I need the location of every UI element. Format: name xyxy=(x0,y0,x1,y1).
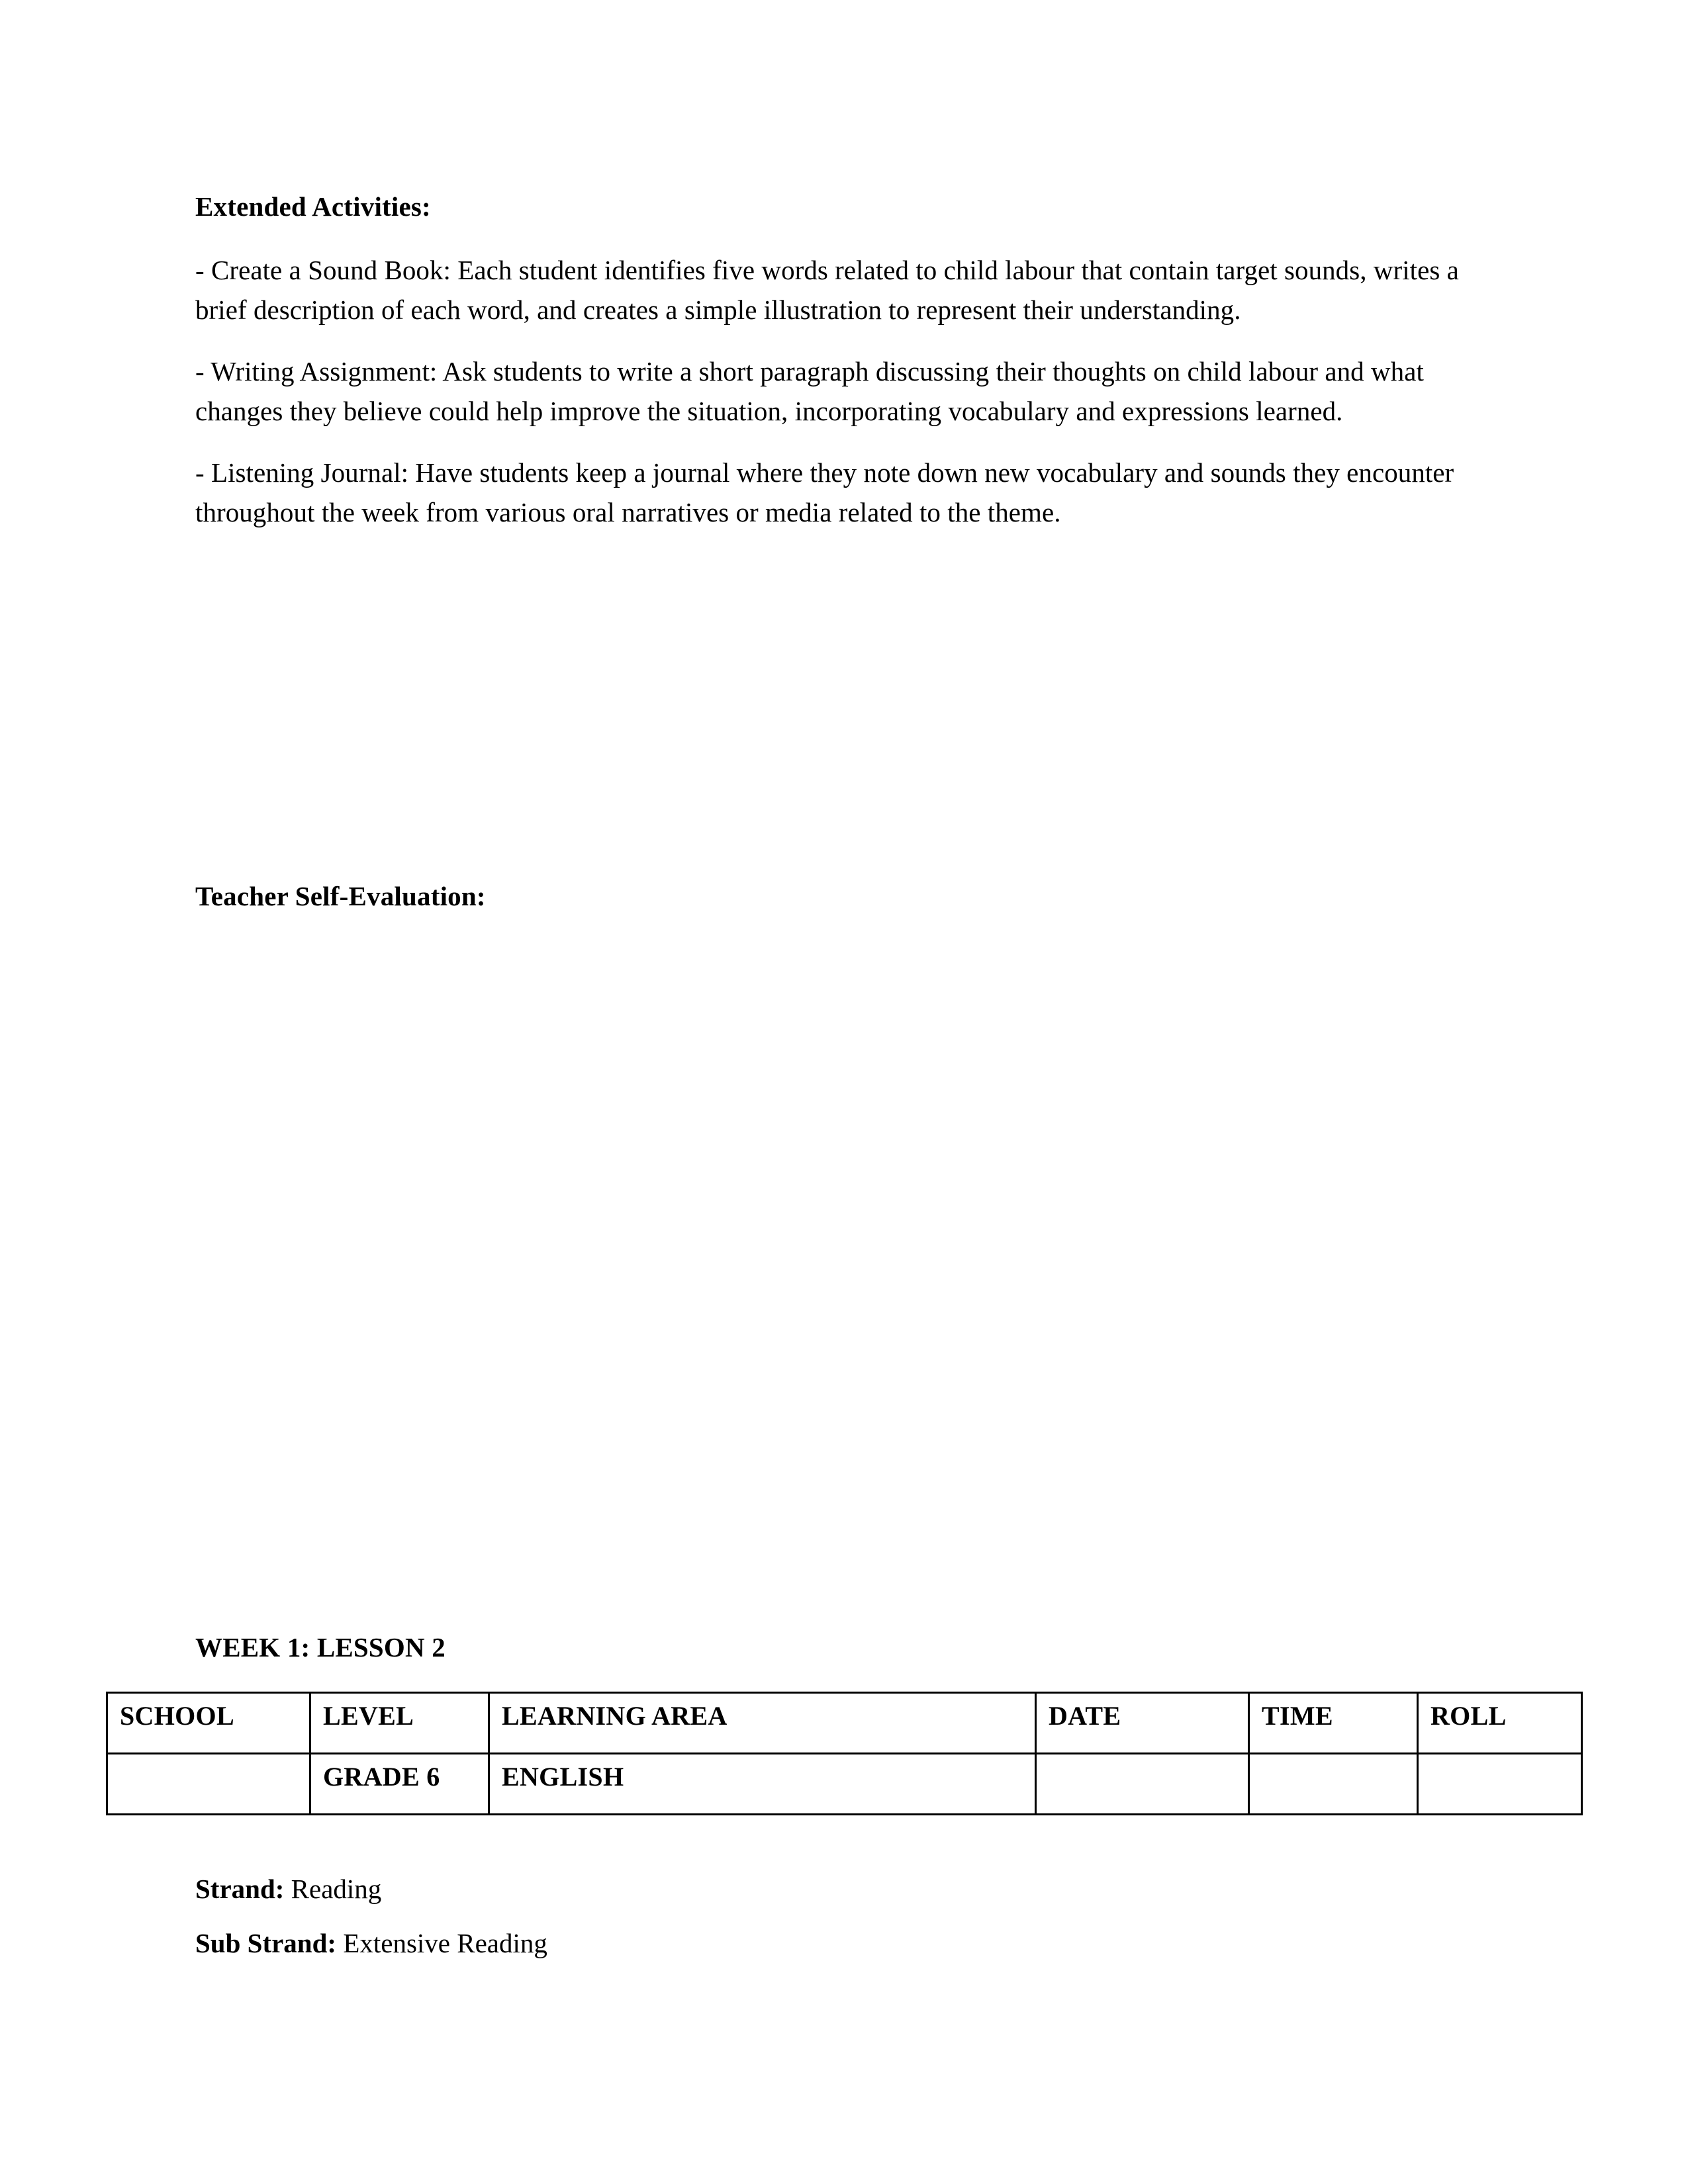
table-row xyxy=(107,1754,1582,1815)
spacer xyxy=(195,432,1486,453)
table-cell-date[interactable] xyxy=(1036,1754,1249,1815)
teacher-self-evaluation-heading: Teacher Self-Evaluation: xyxy=(195,881,486,911)
extended-activity-item-listening-journal: - Listening Journal: Have students keep a journal where they note down new vocabulary and sounds they encounter throughout the week from various oral narratives or media related to the theme. xyxy=(195,457,1454,527)
table-header-date: DATE xyxy=(1036,1693,1249,1754)
spacer xyxy=(195,222,1486,251)
table-cell-roll[interactable] xyxy=(1418,1754,1582,1815)
table-header-learning-area: LEARNING AREA xyxy=(489,1693,1036,1754)
table-header-time: TIME xyxy=(1249,1693,1418,1754)
sub-strand-value: Extensive Reading xyxy=(343,1927,547,1958)
extended-activity-item-sound-book: - Create a Sound Book: Each student identifies five words related to child labour that contain target sounds, writes a brief description of each word, and creates a simple illustration to represent their understanding. xyxy=(195,255,1459,326)
lesson-info-table xyxy=(106,1692,1583,1815)
extended-activities-section xyxy=(195,191,1486,533)
strand-value: Reading xyxy=(291,1874,382,1904)
table-header-roll: ROLL xyxy=(1418,1693,1582,1754)
sub-strand-line xyxy=(195,1924,1486,1964)
strand-section xyxy=(195,1870,1486,1978)
table-cell-time[interactable] xyxy=(1249,1754,1418,1815)
table-cell-school[interactable] xyxy=(107,1754,310,1815)
table-cell-level[interactable]: GRADE 6 xyxy=(310,1754,489,1815)
sub-strand-label: Sub Strand: xyxy=(195,1927,337,1958)
extended-activity-item-writing-assignment: - Writing Assignment: Ask students to write a short paragraph discussing their thoughts on child labour and what changes they believe could help improve the situation, incorporating vocabulary and expressions learned. xyxy=(195,356,1424,426)
strand-label: Strand: xyxy=(195,1874,285,1904)
table-header-school: SCHOOL xyxy=(107,1693,310,1754)
strand-line xyxy=(195,1870,1486,1909)
week-lesson-heading: WEEK 1: LESSON 2 xyxy=(195,1632,445,1662)
teacher-self-evaluation-section xyxy=(195,880,1486,912)
table-header-row xyxy=(107,1693,1582,1754)
table-header-level: LEVEL xyxy=(310,1693,489,1754)
week-lesson-section xyxy=(195,1631,1486,1663)
table-cell-learning-area[interactable]: ENGLISH xyxy=(489,1754,1036,1815)
spacer xyxy=(195,330,1486,352)
extended-activities-heading: Extended Activities: xyxy=(195,191,431,222)
lesson-info-table-wrapper xyxy=(106,1692,1581,1815)
